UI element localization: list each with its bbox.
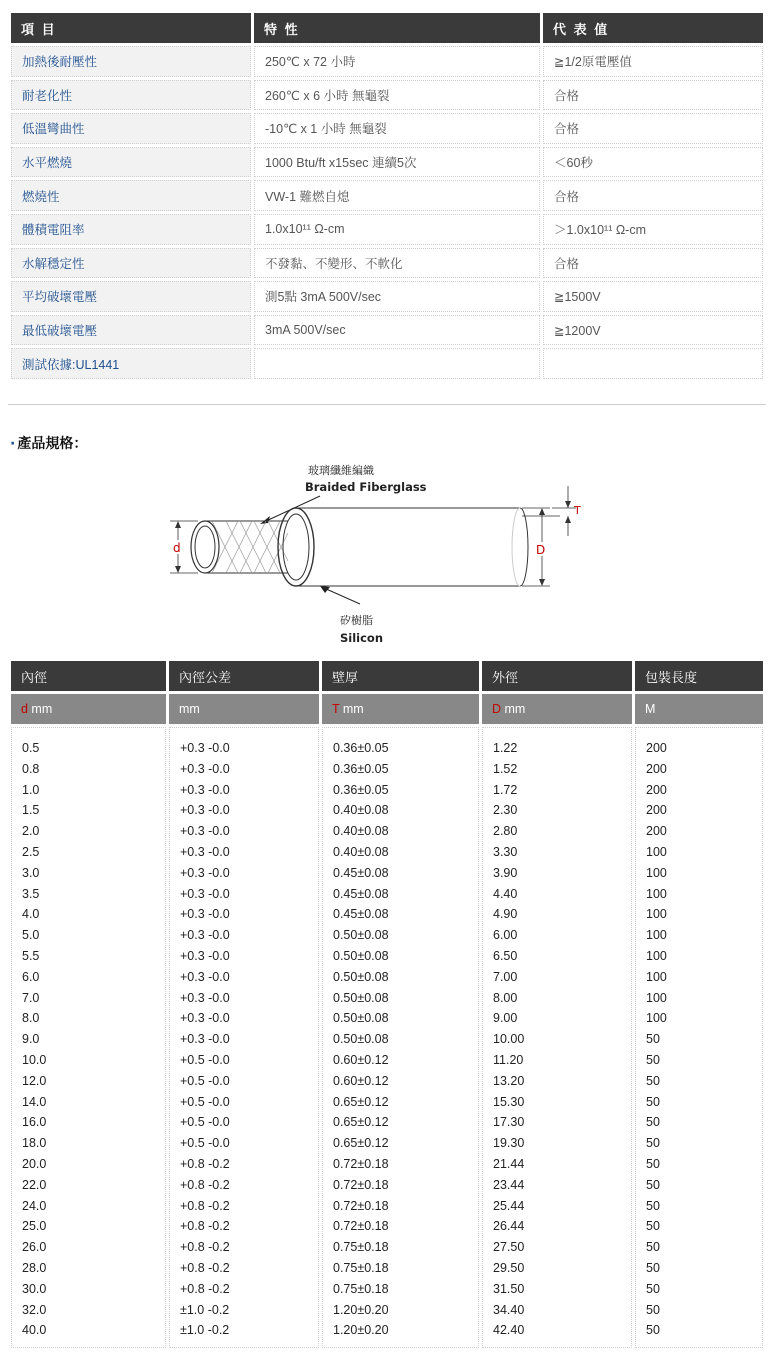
property-characteristic-cell: 1000 Btu/ft x15sec 連續5次 [254,147,540,178]
inner-tolerance-value: +0.3 -0.0 [180,948,230,963]
inner-tolerance-value: +0.3 -0.0 [180,1011,230,1026]
property-value-cell: 合格 [543,113,763,144]
outer-diameter-value: 25.44 [493,1198,525,1213]
outer-diameter-value: 17.30 [493,1115,525,1130]
outer-diameter-value: 13.20 [493,1073,525,1088]
property-name-cell: 測試依據:UL1441 [11,348,251,379]
inner-diameter-value: 2.0 [22,824,40,839]
wall-thickness-value: 0.72±0.18 [333,1198,389,1213]
outer-diameter-value: 15.30 [493,1094,525,1109]
inner-tolerance-value: +0.3 -0.0 [180,907,230,922]
wall-thickness-value: 0.50±0.08 [333,948,389,963]
outer-diameter-value: 7.00 [493,969,518,984]
braid-label-en: Braided Fiberglass [305,480,427,494]
property-characteristic-cell [254,348,540,379]
inner-tolerance-value: +0.3 -0.0 [180,990,230,1005]
header-inner-tolerance: 內徑公差 [169,661,319,691]
property-name-cell: 耐老化性 [11,80,251,111]
outer-diameter-value: 27.50 [493,1240,525,1255]
dim-T-label: T [574,504,581,517]
header-item: 項 目 [11,13,251,43]
inner-tolerance-value: +0.8 -0.2 [180,1156,230,1171]
package-length-value: 50 [646,1260,660,1275]
property-name-cell: 最低破壞電壓 [11,315,251,346]
inner-diameter-value: 4.0 [22,907,40,922]
property-value-cell: 合格 [543,248,763,279]
package-length-value: 100 [646,948,667,963]
outer-diameter-value: 42.40 [493,1323,525,1338]
package-length-value: 50 [646,1073,660,1088]
properties-header-row [11,13,763,43]
header-outer-diameter: 外徑 [482,661,632,691]
package-length-value: 50 [646,1198,660,1213]
inner-diameter-value: 5.0 [22,928,40,943]
wall-thickness-value: 0.50±0.08 [333,969,389,984]
sizes-unit-row [11,694,763,724]
property-characteristic-cell: -10℃ x 1 小時 無龜裂 [254,113,540,144]
sleeve-diagram [160,460,600,652]
inner-diameter-value: 5.5 [22,948,40,963]
inner-diameter-value: 6.0 [22,969,40,984]
inner-tolerance-value: +0.3 -0.0 [180,824,230,839]
inner-tolerance-value: +0.8 -0.2 [180,1260,230,1275]
wall-thickness-value: 0.65±0.12 [333,1136,389,1151]
inner-tolerance-value: +0.8 -0.2 [180,1219,230,1234]
property-value-cell: 合格 [543,80,763,111]
outer-diameter-value: 10.00 [493,1032,525,1047]
outer-diameter-value: 1.52 [493,761,518,776]
inner-diameter-value: 0.8 [22,761,40,776]
spec-title-text: 產品規格： [17,436,88,452]
sizes-header-row [11,661,763,691]
property-name-cell: 平均破壞電壓 [11,281,251,312]
bullet-icon: · [10,436,16,452]
package-length-value: 100 [646,907,667,922]
package-length-value: 100 [646,844,667,859]
braided-tube [191,521,288,573]
inner-tolerance-value: ±1.0 -0.2 [180,1302,230,1317]
inner-tolerance-value: +0.3 -0.0 [180,865,230,880]
header-characteristic: 特 性 [254,13,540,43]
wall-thickness-value: 0.60±0.12 [333,1052,389,1067]
inner-tolerance-value: +0.3 -0.0 [180,886,230,901]
outer-diameter-value: 4.40 [493,886,518,901]
wall-thickness-value: 0.50±0.08 [333,1011,389,1026]
property-row [11,147,763,178]
outer-diameter-value: 6.50 [493,948,518,963]
wall-thickness-value: 0.60±0.12 [333,1073,389,1088]
wall-thickness-dimension [522,486,581,536]
property-characteristic-cell: 測5點 3mA 500V/sec [254,281,540,312]
outer-diameter-value: 23.44 [493,1177,525,1192]
package-length-value: 100 [646,1011,667,1026]
package-length-value: 100 [646,865,667,880]
inner-tolerance-value: +0.8 -0.2 [180,1198,230,1213]
property-characteristic-cell: 250℃ x 72 小時 [254,46,540,77]
wall-thickness-value: 0.40±0.08 [333,803,389,818]
wall-thickness-column [322,727,479,1348]
header-wall-thickness: 壁厚 [322,661,479,691]
property-row [11,113,763,144]
property-characteristic-cell: 3mA 500V/sec [254,315,540,346]
outer-diameter-value: 31.50 [493,1281,525,1296]
property-name-cell: 低溫彎曲性 [11,113,251,144]
package-length-value: 200 [646,824,667,839]
inner-diameter-value: 26.0 [22,1240,47,1255]
inner-tolerance-column [169,727,319,1348]
inner-diameter-value: 9.0 [22,1032,40,1047]
inner-tolerance-value: +0.3 -0.0 [180,741,230,755]
property-row [11,348,763,379]
wall-thickness-value: 0.65±0.12 [333,1094,389,1109]
property-value-cell: ≧1500V [543,281,763,312]
unit-wall-thickness: T mm [322,694,479,724]
package-length-value: 100 [646,886,667,901]
inner-tolerance-value: +0.8 -0.2 [180,1240,230,1255]
outer-diameter-column [482,727,632,1348]
property-value-cell [543,348,763,379]
package-length-value: 50 [646,1115,660,1130]
inner-diameter-value: 10.0 [22,1052,47,1067]
package-length-value: 50 [646,1323,660,1338]
property-row [11,281,763,312]
property-name-cell: 加熱後耐壓性 [11,46,251,77]
sizes-data-row [11,727,763,1348]
property-row [11,80,763,111]
property-value-cell: ＞1.0x10¹¹ Ω-cm [543,214,763,245]
package-length-value: 50 [646,1136,660,1151]
package-length-value: 50 [646,1219,660,1234]
package-length-value: 50 [646,1094,660,1109]
outer-diameter-value: 3.30 [493,844,518,859]
inner-diameter-value: 1.5 [22,803,40,818]
wall-thickness-value: 0.45±0.08 [333,907,389,922]
inner-diameter-value: 25.0 [22,1219,47,1234]
sizes-table [8,658,766,1351]
properties-body [11,46,763,379]
inner-tolerance-value: +0.3 -0.0 [180,803,230,818]
package-length-value: 50 [646,1240,660,1255]
property-name-cell: 水平燃燒 [11,147,251,178]
header-package-length: 包裝長度 [635,661,763,691]
inner-diameter-value: 40.0 [22,1323,47,1338]
wall-thickness-value: 0.36±0.05 [333,761,389,776]
outer-diameter-value: 4.90 [493,907,518,922]
outer-diameter-value: 2.30 [493,803,518,818]
unit-outer-diameter: D mm [482,694,632,724]
outer-diameter-value: 21.44 [493,1156,525,1171]
package-length-value: 100 [646,969,667,984]
braid-label-zh: 玻璃纖維編織 [308,464,374,477]
wall-thickness-value: 0.36±0.05 [333,741,389,755]
dim-D-label: D [536,543,546,557]
wall-thickness-value: 0.50±0.08 [333,1032,389,1047]
wall-thickness-value: 0.45±0.08 [333,865,389,880]
package-length-value: 200 [646,803,667,818]
wall-thickness-value: 0.65±0.12 [333,1115,389,1130]
inner-tolerance-value: ±1.0 -0.2 [180,1323,230,1338]
outer-diameter-value: 1.72 [493,782,518,797]
inner-diameter-value: 12.0 [22,1073,47,1088]
header-typical-value: 代 表 值 [543,13,763,43]
package-length-value: 50 [646,1156,660,1171]
property-row [11,46,763,77]
properties-table [8,10,766,382]
package-length-value: 50 [646,1052,660,1067]
property-row [11,214,763,245]
silicon-leader-arrow [320,586,360,604]
wall-thickness-value: 0.72±0.18 [333,1219,389,1234]
wall-thickness-value: 0.72±0.18 [333,1156,389,1171]
outer-diameter-value: 1.22 [493,741,518,755]
property-name-cell: 體積電阻率 [11,214,251,245]
package-length-value: 200 [646,761,667,776]
property-row [11,248,763,279]
inner-tolerance-value: +0.3 -0.0 [180,928,230,943]
inner-tolerance-value: +0.5 -0.0 [180,1094,230,1109]
package-length-column [635,727,763,1348]
inner-diameter-value: 20.0 [22,1156,47,1171]
property-value-cell: ≧1/2原電壓值 [543,46,763,77]
silicon-label-en: Silicon [340,631,384,645]
silicone-tube [278,508,528,586]
silicon-label-zh: 矽樹脂 [340,614,373,627]
inner-tolerance-value: +0.8 -0.2 [180,1281,230,1296]
property-value-cell: ≧1200V [543,315,763,346]
outer-diameter-value: 19.30 [493,1136,525,1151]
inner-diameter-value: 3.5 [22,886,40,901]
wall-thickness-value: 0.75±0.18 [333,1281,389,1296]
package-length-value: 200 [646,741,667,755]
inner-diameter-value: 16.0 [22,1115,47,1130]
inner-diameter-column [11,727,166,1348]
inner-tolerance-value: +0.5 -0.0 [180,1073,230,1088]
inner-tolerance-value: +0.3 -0.0 [180,969,230,984]
outer-diameter-value: 8.00 [493,990,518,1005]
property-characteristic-cell: VW-1 難燃自熄 [254,180,540,211]
wall-thickness-value: 0.36±0.05 [333,782,389,797]
outer-diameter-value: 6.00 [493,928,518,943]
inner-diameter-value: 1.0 [22,782,40,797]
inner-tolerance-value: +0.8 -0.2 [180,1177,230,1192]
inner-tolerance-value: +0.3 -0.0 [180,844,230,859]
wall-thickness-value: 0.40±0.08 [333,824,389,839]
inner-tolerance-value: +0.5 -0.0 [180,1052,230,1067]
inner-diameter-value: 28.0 [22,1260,47,1275]
wall-thickness-value: 1.20±0.20 [333,1302,389,1317]
inner-diameter-value: 8.0 [22,1011,40,1026]
property-characteristic-cell: 1.0x10¹¹ Ω-cm [254,214,540,245]
package-length-value: 100 [646,928,667,943]
inner-diameter-value: 24.0 [22,1198,47,1213]
inner-diameter-value: 14.0 [22,1094,47,1109]
section-divider [8,404,766,405]
wall-thickness-value: 0.45±0.08 [333,886,389,901]
outer-diameter-value: 3.90 [493,865,518,880]
package-length-value: 50 [646,1032,660,1047]
inner-diameter-value: 32.0 [22,1302,47,1317]
wall-thickness-value: 0.75±0.18 [333,1260,389,1275]
property-value-cell: ＜60秒 [543,147,763,178]
outer-diameter-value: 11.20 [493,1052,524,1067]
outer-diameter-value: 26.44 [493,1219,525,1234]
inner-tolerance-value: +0.3 -0.0 [180,761,230,776]
property-name-cell: 燃燒性 [11,180,251,211]
package-length-value: 200 [646,782,667,797]
unit-inner-tolerance: mm [169,694,319,724]
wall-thickness-value: 0.50±0.08 [333,928,389,943]
outer-diameter-value: 34.40 [493,1302,525,1317]
outer-diameter-value: 9.00 [493,1011,518,1026]
inner-tolerance-value: +0.3 -0.0 [180,1032,230,1047]
wall-thickness-value: 0.72±0.18 [333,1177,389,1192]
spec-section-title [10,433,87,453]
outer-diameter-value: 29.50 [493,1260,525,1275]
property-row [11,315,763,346]
property-characteristic-cell: 不發黏、不變形、不軟化 [254,248,540,279]
property-characteristic-cell: 260℃ x 6 小時 無龜裂 [254,80,540,111]
property-name-cell: 水解穩定性 [11,248,251,279]
header-inner-diameter: 內徑 [11,661,166,691]
package-length-value: 50 [646,1302,660,1317]
property-row [11,180,763,211]
property-value-cell: 合格 [543,180,763,211]
wall-thickness-value: 0.40±0.08 [333,844,389,859]
wall-thickness-value: 0.50±0.08 [333,990,389,1005]
inner-diameter-value: 22.0 [22,1177,47,1192]
unit-package-length: M [635,694,763,724]
wall-thickness-value: 1.20±0.20 [333,1323,389,1338]
package-length-value: 100 [646,990,667,1005]
inner-diameter-value: 2.5 [22,844,40,859]
unit-inner-diameter: d mm [11,694,166,724]
inner-tolerance-value: +0.5 -0.0 [180,1115,230,1130]
inner-diameter-value: 18.0 [22,1136,47,1151]
inner-diameter-value: 7.0 [22,990,40,1005]
outer-diameter-value: 2.80 [493,824,518,839]
package-length-value: 50 [646,1177,660,1192]
inner-tolerance-value: +0.5 -0.0 [180,1136,230,1151]
inner-diameter-value: 0.5 [22,741,40,755]
dim-d-label: d [173,541,181,555]
inner-tolerance-value: +0.3 -0.0 [180,782,230,797]
wall-thickness-value: 0.75±0.18 [333,1240,389,1255]
inner-diameter-value: 3.0 [22,865,40,880]
package-length-value: 50 [646,1281,660,1296]
inner-diameter-value: 30.0 [22,1281,47,1296]
